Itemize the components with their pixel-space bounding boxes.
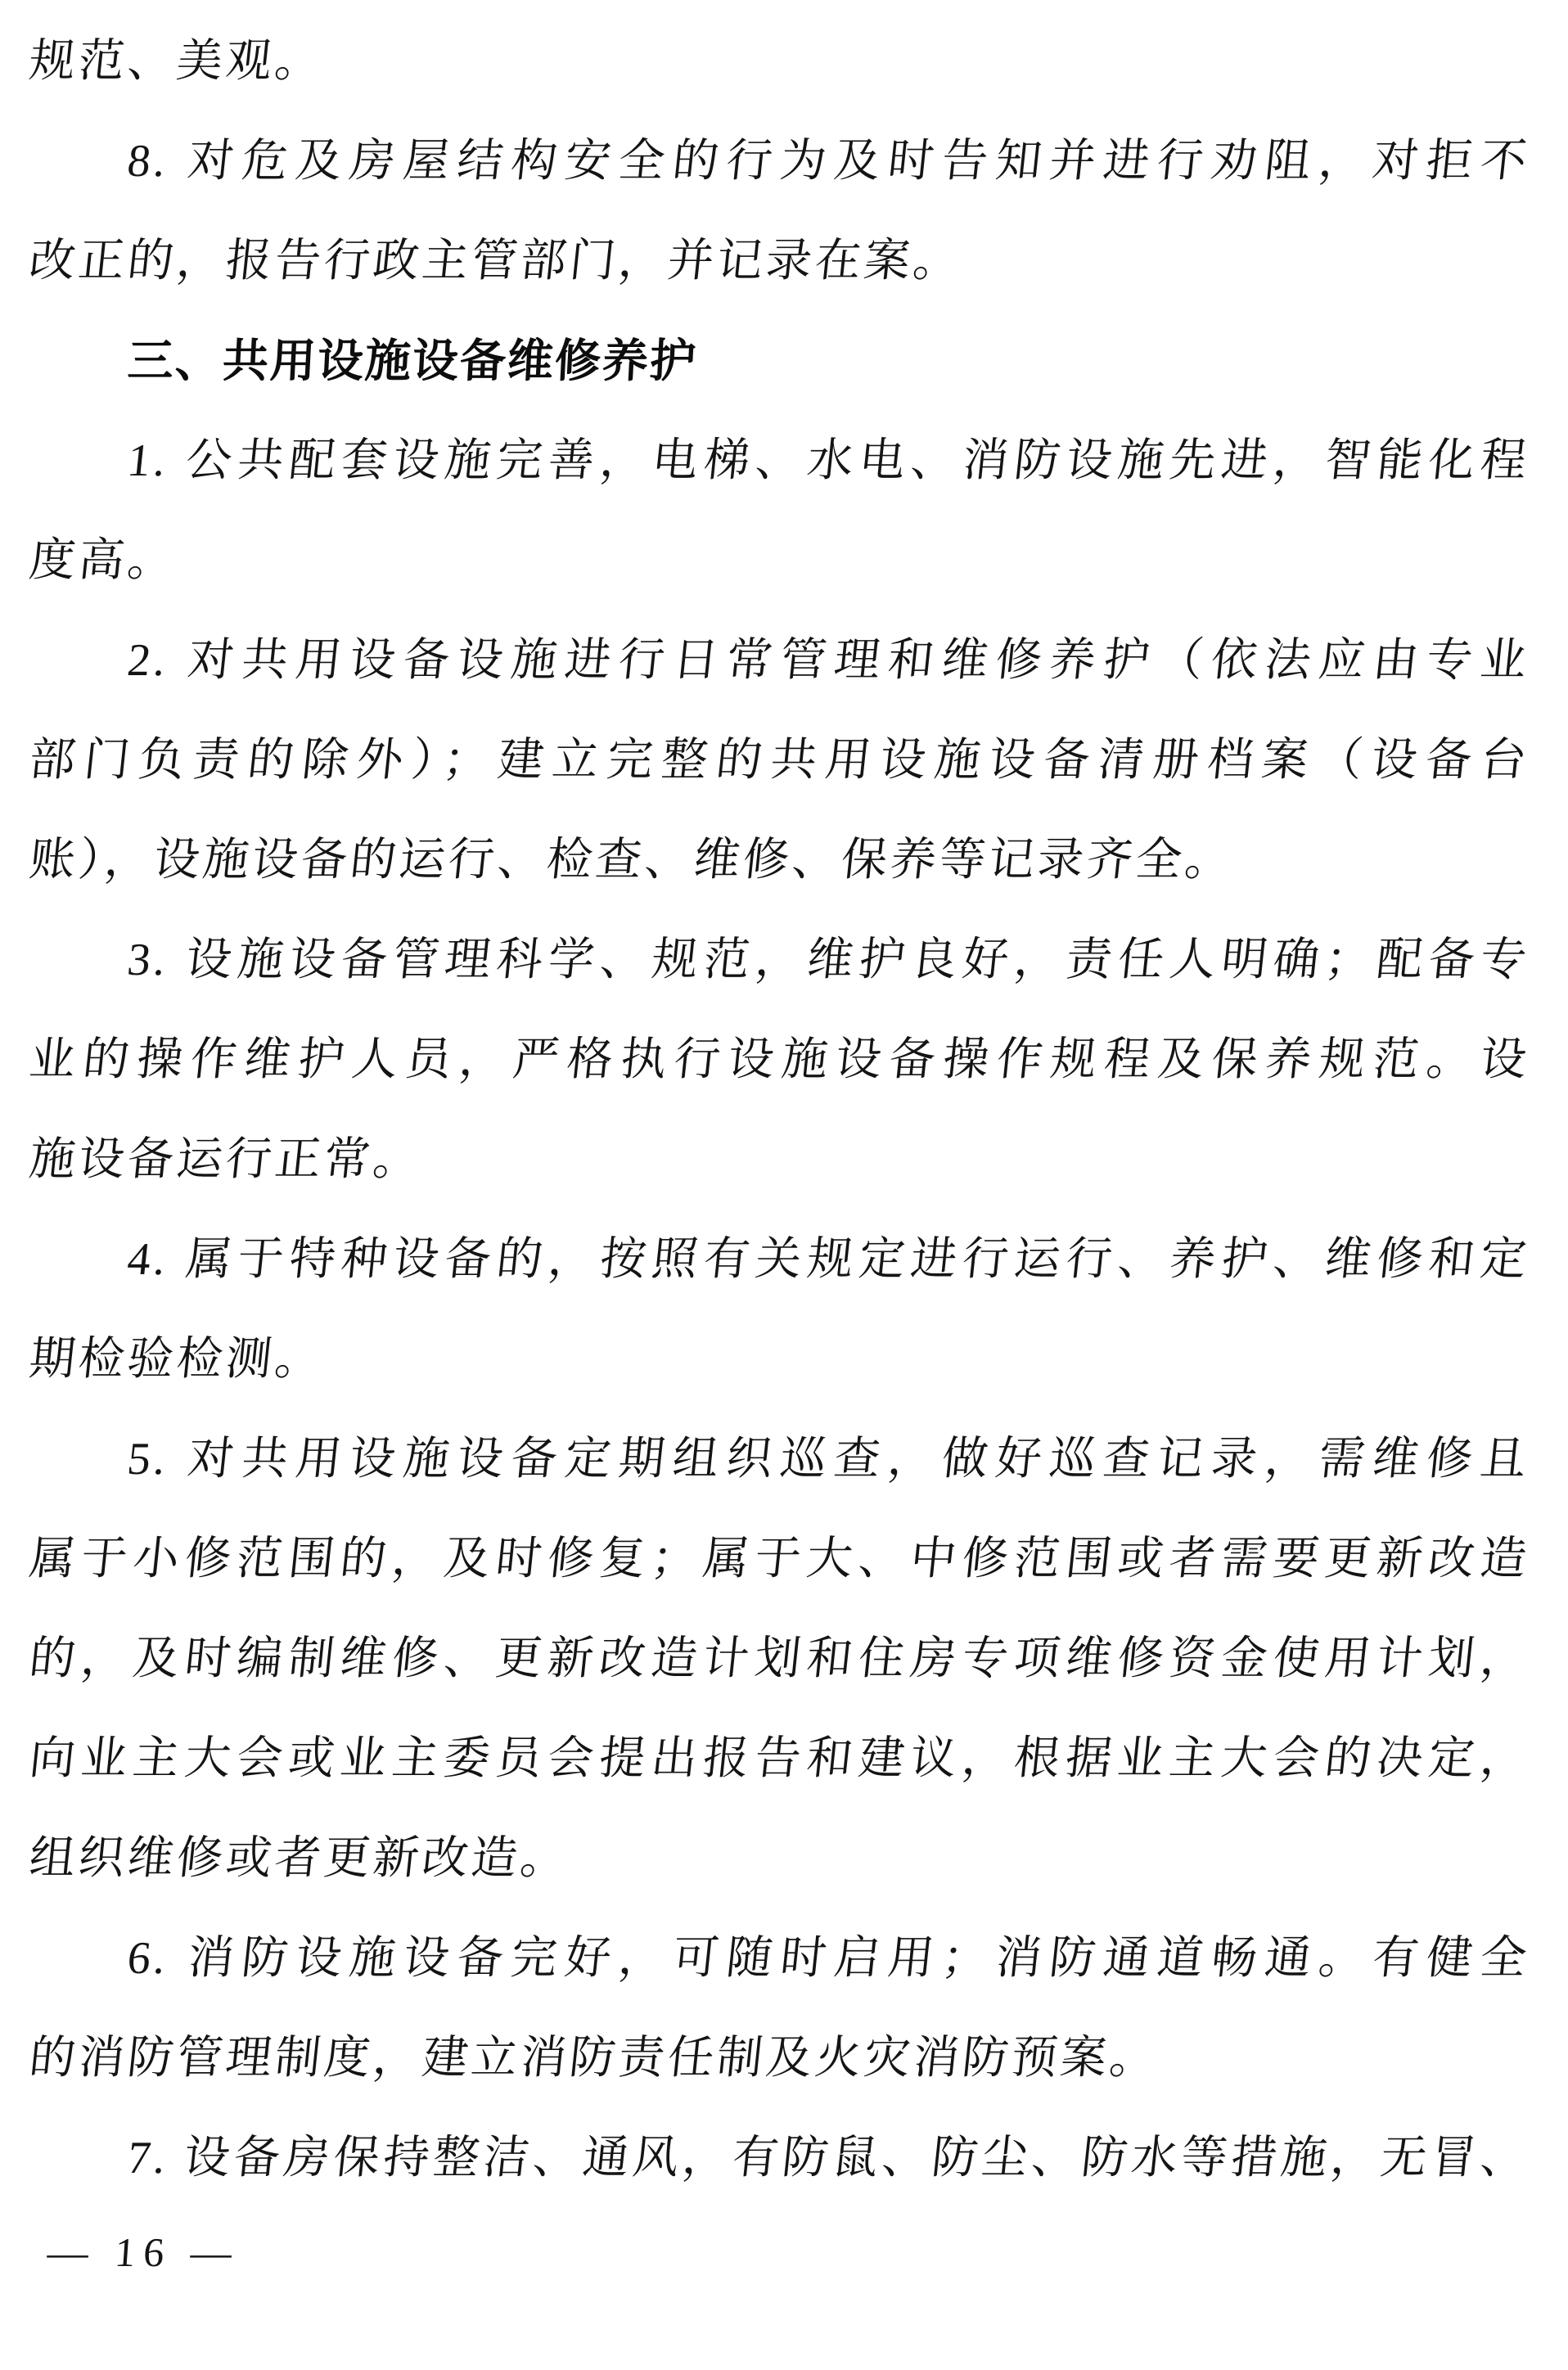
- text-line: 6. 消防设施设备完好，可随时启用；消防通道畅通。有健全: [124, 1933, 1533, 1984]
- text-line: 2. 对共用设备设施进行日常管理和维修养护（依法应由专业: [124, 635, 1533, 686]
- paragraph: [26, 11, 1530, 111]
- text-line: 规范、美观。: [26, 36, 327, 87]
- paragraph: [26, 611, 1533, 910]
- text-line: 组织维修或者更新改造。: [26, 1833, 573, 1884]
- paragraph: [26, 111, 1533, 311]
- text-line: 期检验检测。: [26, 1334, 327, 1385]
- text-line: 5. 对共用设施设备定期组织巡查，做好巡查记录，需维修且: [124, 1434, 1533, 1485]
- text-line: 改正的，报告行政主管部门，并记录在案。: [26, 236, 966, 286]
- document-body: [26, 11, 1533, 2208]
- paragraph: [29, 2108, 1533, 2208]
- text-line: 7. 设备房保持整洁、通风，有防鼠、防尘、防水等措施，无冒、: [124, 2133, 1533, 2183]
- paragraph: [26, 910, 1533, 1210]
- text-line: 业的操作维护人员，严格执行设施设备操作规程及保养规范。设: [26, 1034, 1533, 1085]
- text-line: 3. 设施设备管理科学、规范，维护良好，责任人明确；配备专: [124, 935, 1533, 985]
- text-line: 部门负责的除外）；建立完整的共用设施设备清册档案（设备台: [26, 735, 1533, 786]
- paragraph: [26, 1409, 1533, 1908]
- text-line: 8. 对危及房屋结构安全的行为及时告知并进行劝阻，对拒不: [124, 136, 1533, 187]
- text-line: 的消防管理制度，建立消防责任制及火灾消防预案。: [26, 2033, 1162, 2084]
- text-line: 度高。: [26, 535, 180, 586]
- paragraph: [26, 1210, 1533, 1409]
- text-line: 的，及时编制维修、更新改造计划和住房专项维修资金使用计划，: [26, 1633, 1533, 1684]
- paragraph: [26, 411, 1533, 611]
- text-line: 1. 公共配套设施完善，电梯、水电、消防设施先进，智能化程: [124, 435, 1533, 486]
- text-line: 向业主大会或业主委员会提出报告和建议，根据业主大会的决定，: [26, 1733, 1533, 1784]
- text-line: 三、共用设施设备维修养护: [126, 335, 699, 386]
- text-line: 施设备运行正常。: [26, 1134, 426, 1185]
- page-number: — 16 —: [46, 2229, 241, 2275]
- text-line: 4. 属于特种设备的，按照有关规定进行运行、养护、维修和定: [124, 1234, 1533, 1285]
- text-line: 账），设施设备的运行、检查、维修、保养等记录齐全。: [26, 835, 1237, 885]
- section-heading: [29, 311, 1530, 411]
- paragraph: [26, 1908, 1533, 2108]
- text-line: 属于小修范围的，及时修复；属于大、中修范围或者需要更新改造: [26, 1534, 1533, 1584]
